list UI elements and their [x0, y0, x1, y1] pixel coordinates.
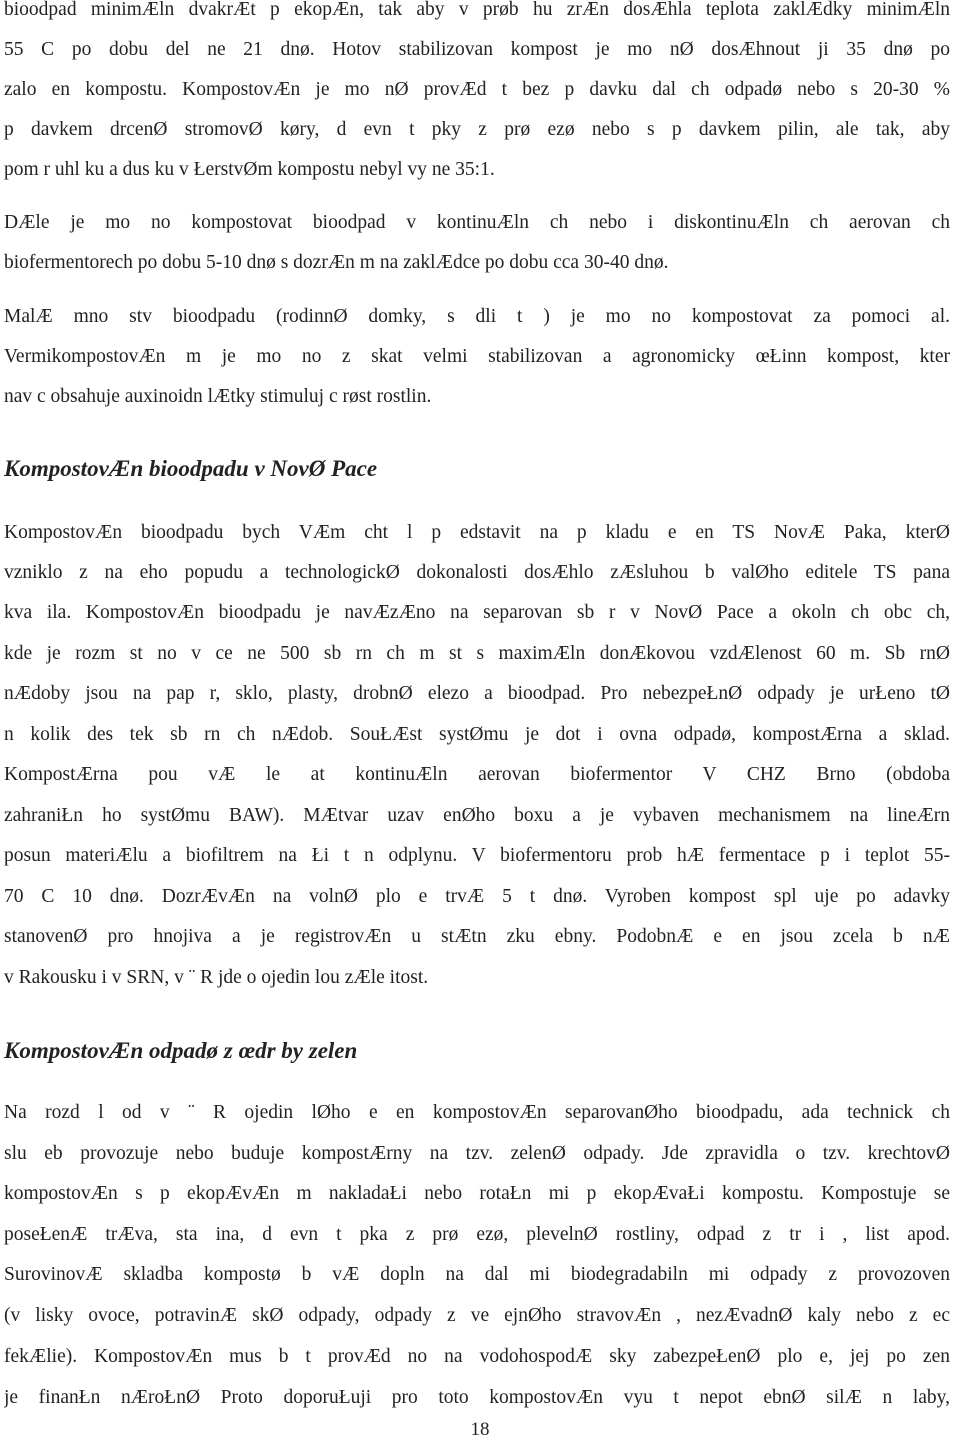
paragraph-4-line-5: nÆdoby jsou na pap r, sklo, plasty, drobnØ elezo a bioodpad. Pro nebezpeŁnØ odpady je urŁeno tØ	[4, 683, 950, 704]
section-heading-novapaka: KompostovÆn bioodpadu v NovØ Pace	[4, 456, 378, 481]
paragraph-5-line-7: fekÆlie). KompostovÆn mus b t provÆd no na vodohospodÆ sky zabezpeŁenØ plo e, jej po zen	[4, 1346, 950, 1367]
paragraph-4-line-2: vzniklo z na eho popudu a technologickØ dokonalosti dosÆhlo zÆsluhou b valØho editele TS pana	[4, 562, 950, 583]
paragraph-5-line-4: poseŁenÆ trÆva, sta ina, d evn t pka z prø ezø, plevelnØ rostliny, odpad z tr i , list apod.	[4, 1224, 950, 1245]
paragraph-5-line-6: (v lisky ovoce, potravinÆ skØ odpady, odpady z ve ejnØho stravovÆn , nezÆvadnØ kaly nebo z ec	[4, 1305, 950, 1326]
paragraph-1-line-1: bioodpad minimÆln dvakrÆt p ekopÆn, tak aby v prøb hu zrÆn dosÆhla teplota zaklÆdky minimÆln	[4, 0, 950, 20]
paragraph-5-line-8: je finanŁn nÆroŁnØ Proto doporuŁuji pro toto kompostovÆn vyu t nepot ebnØ silÆ n laby,	[4, 1387, 950, 1408]
paragraph-3-line-2: VermikompostovÆn m je mo no z skat velmi stabilizovan a agronomicky œŁinn kompost, kter	[4, 346, 950, 367]
section-heading-green-waste: KompostovÆn odpadø z œdr by zelen	[4, 1038, 358, 1063]
paragraph-4-line-1: KompostovÆn bioodpadu bych VÆm cht l p edstavit na p kladu e en TS NovÆ Paka, kterØ	[4, 522, 950, 543]
paragraph-2-line-2: biofermentorech po dobu 5-10 dnø s dozrÆn m na zaklÆdce po dobu cca 30-40 dnø.	[4, 252, 669, 273]
paragraph-4-line-6: n kolik des tek sb rn ch nÆdob. SouŁÆst systØmu je dot i ovna odpadø, kompostÆrna a sklad.	[4, 724, 950, 745]
paragraph-4-line-9: posun materiÆlu a biofiltrem na Łi t n odplynu. V biofermentoru prob hÆ fermentace p i teplot 55-	[4, 845, 950, 866]
paragraph-4-line-4: kde je rozm st no v ce ne 500 sb rn ch m st s maximÆln donÆkovou vzdÆlenost 60 m. Sb rnØ	[4, 643, 950, 664]
paragraph-5-line-5: SurovinovÆ skladba kompostø b vÆ dopln na dal mi biodegradabiln mi odpady z provozoven	[4, 1264, 950, 1285]
paragraph-4-line-10: 70 C 10 dnø. DozrÆvÆn na volnØ plo e trvÆ 5 t dnø. Vyroben kompost spl uje po adavky	[4, 886, 950, 907]
paragraph-4-line-8: zahraniŁn ho systØmu BAW). MÆtvar uzav enØho boxu a je vybaven mechanismem na lineÆrn	[4, 805, 950, 826]
page-number: 18	[470, 1419, 490, 1440]
paragraph-4-line-12: v Rakousku i v SRN, v ¨ R jde o ojedin lou zÆle itost.	[4, 967, 429, 988]
paragraph-5-line-3: kompostovÆn s p ekopÆvÆn m nakladaŁi nebo rotaŁn mi p ekopÆvaŁi kompostu. Kompostuje se	[4, 1183, 950, 1204]
paragraph-4-line-7: KompostÆrna pou vÆ le at kontinuÆln aerovan biofermentor V CHZ Brno (obdoba	[4, 764, 950, 785]
paragraph-5-line-2: slu eb provozuje nebo buduje kompostÆrny na tzv. zelenØ odpady. Jde zpravidla o tzv. krechtovØ	[4, 1143, 950, 1164]
paragraph-4-line-11: stanovenØ pro hnojiva a je registrovÆn u stÆtn zku ebny. PodobnÆ e en jsou zcela b nÆ	[4, 926, 950, 947]
paragraph-1-line-2: 55 C po dobu del ne 21 dnø. Hotov stabilizovan kompost je mo nØ dosÆhnout ji 35 dnø po	[4, 39, 950, 60]
paragraph-2-line-1: DÆle je mo no kompostovat bioodpad v kontinuÆln ch nebo i diskontinuÆln ch aerovan ch	[4, 212, 950, 233]
paragraph-3-line-3: nav c obsahuje auxinoidn lÆtky stimuluj c røst rostlin.	[4, 386, 432, 407]
paragraph-5-line-1: Na rozd l od v ¨ R ojedin lØho e en kompostovÆn separovanØho bioodpadu, ada technick ch	[4, 1102, 950, 1123]
paragraph-1-line-3: zalo en kompostu. KompostovÆn je mo nØ provÆd t bez p davku dal ch odpadø nebo s 20-30 %	[4, 79, 950, 100]
paragraph-4-line-3: kva ila. KompostovÆn bioodpadu je navÆzÆno na separovan sb r v NovØ Pace a okoln ch obc ch,	[4, 602, 950, 623]
paragraph-3-line-1: MalÆ mno stv bioodpadu (rodinnØ domky, s dli t ) je mo no kompostovat za pomoci al.	[4, 306, 950, 327]
paragraph-1-line-5: pom r uhl ku a dus ku v ŁerstvØm kompostu nebyl vy ne 35:1.	[4, 159, 495, 180]
paragraph-1-line-4: p davkem drcenØ stromovØ køry, d evn t pky z prø ezø nebo s p davkem pilin, ale tak, aby	[4, 119, 950, 140]
